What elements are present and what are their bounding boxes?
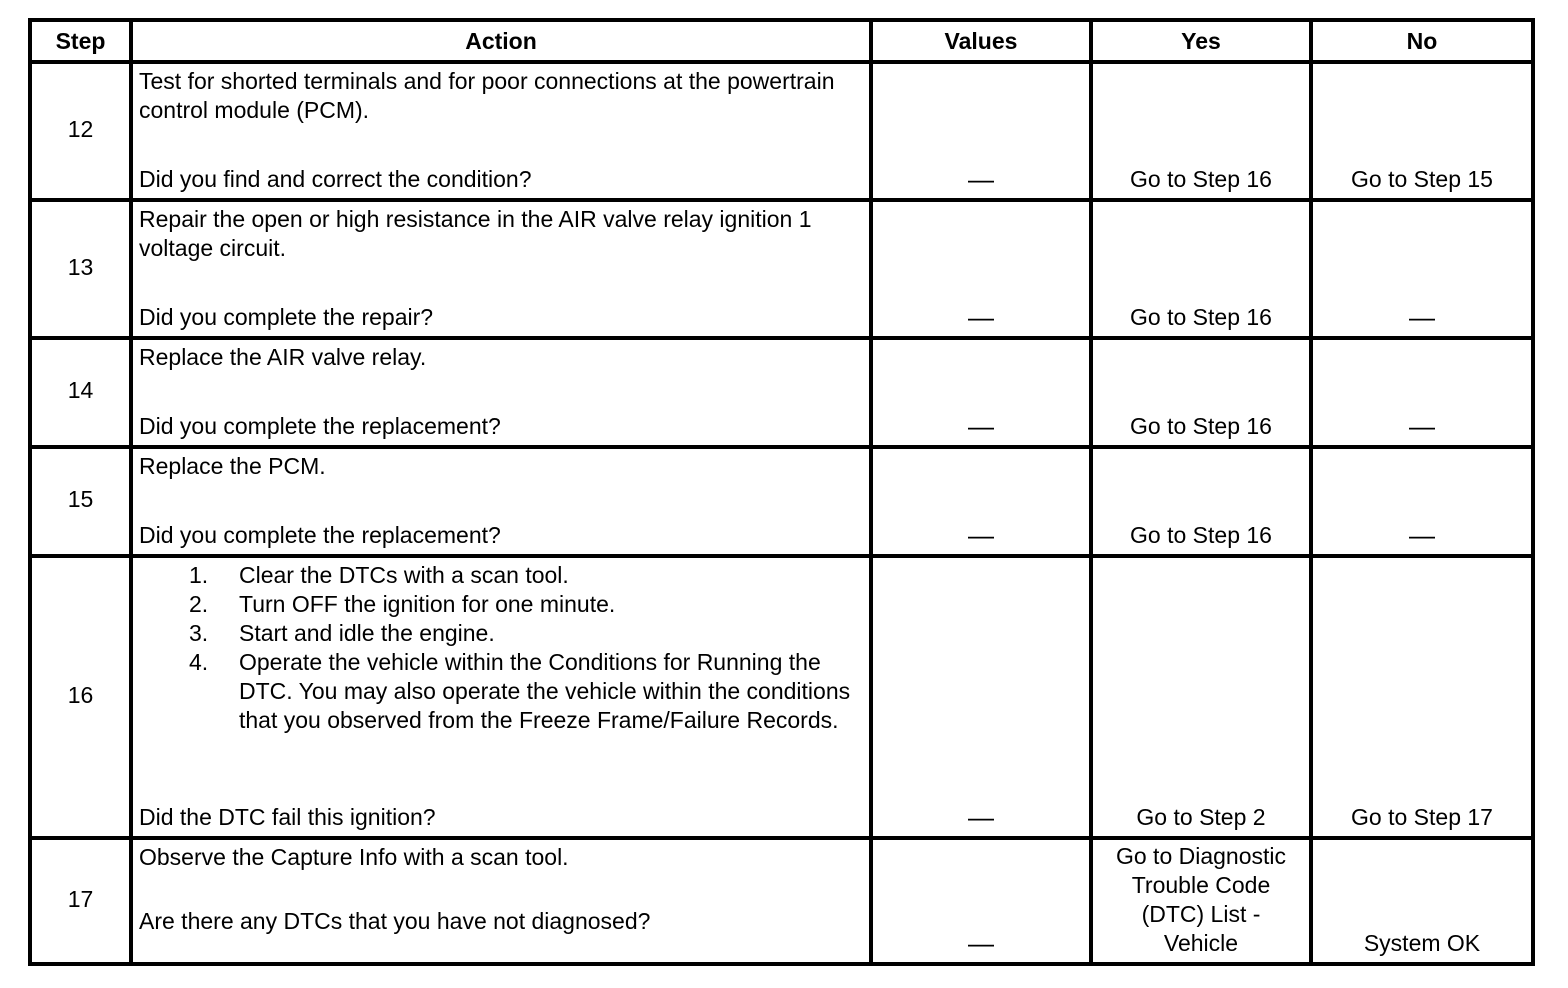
values-cell bbox=[871, 62, 1091, 200]
action-text: Repair the open or high resistance in the AIR valve relay ignition 1 voltage circuit. bbox=[139, 206, 812, 261]
action-question: Are there any DTCs that you have not diagnosed? bbox=[139, 908, 651, 934]
table-row bbox=[30, 62, 1533, 200]
action-cell bbox=[131, 200, 871, 338]
list-item bbox=[189, 619, 863, 648]
list-item bbox=[189, 561, 863, 590]
yes-cell bbox=[1091, 838, 1311, 964]
yes-cell bbox=[1091, 200, 1311, 338]
table-row bbox=[30, 200, 1533, 338]
values-dash: — bbox=[968, 164, 994, 194]
no-action: — bbox=[1409, 302, 1435, 332]
values-dash: — bbox=[968, 802, 994, 832]
action-question: Did you complete the replacement? bbox=[139, 522, 501, 548]
step-cell bbox=[30, 62, 131, 200]
list-item bbox=[189, 590, 863, 619]
action-cell bbox=[131, 447, 871, 556]
step-cell bbox=[30, 447, 131, 556]
step-number: 12 bbox=[67, 115, 94, 142]
table-row bbox=[30, 556, 1533, 838]
yes-cell bbox=[1091, 556, 1311, 838]
values-cell bbox=[871, 838, 1091, 964]
action-list bbox=[139, 561, 863, 735]
yes-action: Go to Step 16 bbox=[1130, 522, 1272, 548]
list-item bbox=[189, 648, 863, 735]
header-yes: Yes bbox=[1091, 20, 1311, 62]
step-cell bbox=[30, 338, 131, 447]
no-cell bbox=[1311, 556, 1533, 838]
list-text: Start and idle the engine. bbox=[239, 620, 495, 646]
action-text: Test for shorted terminals and for poor connections at the powertrain control module (PCM). bbox=[139, 68, 835, 123]
no-action: — bbox=[1409, 520, 1435, 550]
no-cell bbox=[1311, 338, 1533, 447]
step-cell bbox=[30, 200, 131, 338]
no-action: Go to Step 17 bbox=[1351, 804, 1493, 830]
values-cell bbox=[871, 200, 1091, 338]
header-row bbox=[30, 20, 1533, 62]
header-values: Values bbox=[871, 20, 1091, 62]
step-cell bbox=[30, 556, 131, 838]
list-text: Clear the DTCs with a scan tool. bbox=[239, 562, 569, 588]
action-question: Did you find and correct the condition? bbox=[139, 166, 532, 192]
values-dash: — bbox=[968, 928, 994, 958]
list-number: 1. bbox=[189, 562, 209, 588]
no-action: — bbox=[1409, 411, 1435, 441]
table-row bbox=[30, 838, 1533, 964]
diagnostic-table bbox=[28, 18, 1535, 966]
action-text: Replace the AIR valve relay. bbox=[139, 344, 427, 370]
values-dash: — bbox=[968, 302, 994, 332]
table-row bbox=[30, 447, 1533, 556]
yes-action: Go to Diagnostic Trouble Code (DTC) List - Vehicle bbox=[1115, 843, 1287, 956]
list-text: Operate the vehicle within the Conditions for Running the DTC. You may also operate the vehicle within the conditions that you observed from the Freeze Frame/Failure Records. bbox=[239, 649, 851, 733]
step-number: 16 bbox=[67, 681, 94, 708]
header-no: No bbox=[1311, 20, 1533, 62]
action-text: Replace the PCM. bbox=[139, 453, 326, 479]
action-cell bbox=[131, 338, 871, 447]
action-cell bbox=[131, 838, 871, 964]
action-cell bbox=[131, 556, 871, 838]
step-number: 13 bbox=[67, 253, 94, 280]
yes-cell bbox=[1091, 447, 1311, 556]
header-action: Action bbox=[131, 20, 871, 62]
step-number: 14 bbox=[67, 377, 94, 403]
action-cell bbox=[131, 62, 871, 200]
values-cell bbox=[871, 447, 1091, 556]
no-cell bbox=[1311, 447, 1533, 556]
yes-action: Go to Step 16 bbox=[1130, 304, 1272, 330]
action-question: Did you complete the replacement? bbox=[139, 413, 501, 439]
values-cell bbox=[871, 556, 1091, 838]
values-dash: — bbox=[968, 411, 994, 441]
no-action: Go to Step 15 bbox=[1351, 166, 1493, 192]
values-dash: — bbox=[968, 520, 994, 550]
step-number: 15 bbox=[67, 486, 94, 512]
action-question: Did the DTC fail this ignition? bbox=[139, 804, 436, 830]
header-step: Step bbox=[30, 20, 131, 62]
values-cell bbox=[871, 338, 1091, 447]
yes-cell bbox=[1091, 338, 1311, 447]
action-text: Observe the Capture Info with a scan tool. bbox=[139, 844, 569, 870]
table-row bbox=[30, 338, 1533, 447]
yes-action: Go to Step 16 bbox=[1130, 413, 1272, 439]
action-question: Did you complete the repair? bbox=[139, 304, 434, 330]
list-number: 2. bbox=[189, 591, 209, 617]
no-cell bbox=[1311, 838, 1533, 964]
step-cell bbox=[30, 838, 131, 964]
yes-action: Go to Step 2 bbox=[1136, 804, 1266, 830]
no-cell bbox=[1311, 62, 1533, 200]
list-number: 3. bbox=[189, 620, 209, 646]
list-text: Turn OFF the ignition for one minute. bbox=[239, 591, 616, 617]
no-cell bbox=[1311, 200, 1533, 338]
step-number: 17 bbox=[67, 885, 94, 912]
list-number: 4. bbox=[189, 649, 209, 675]
no-action: System OK bbox=[1363, 930, 1481, 956]
yes-cell bbox=[1091, 62, 1311, 200]
yes-action: Go to Step 16 bbox=[1130, 166, 1272, 192]
